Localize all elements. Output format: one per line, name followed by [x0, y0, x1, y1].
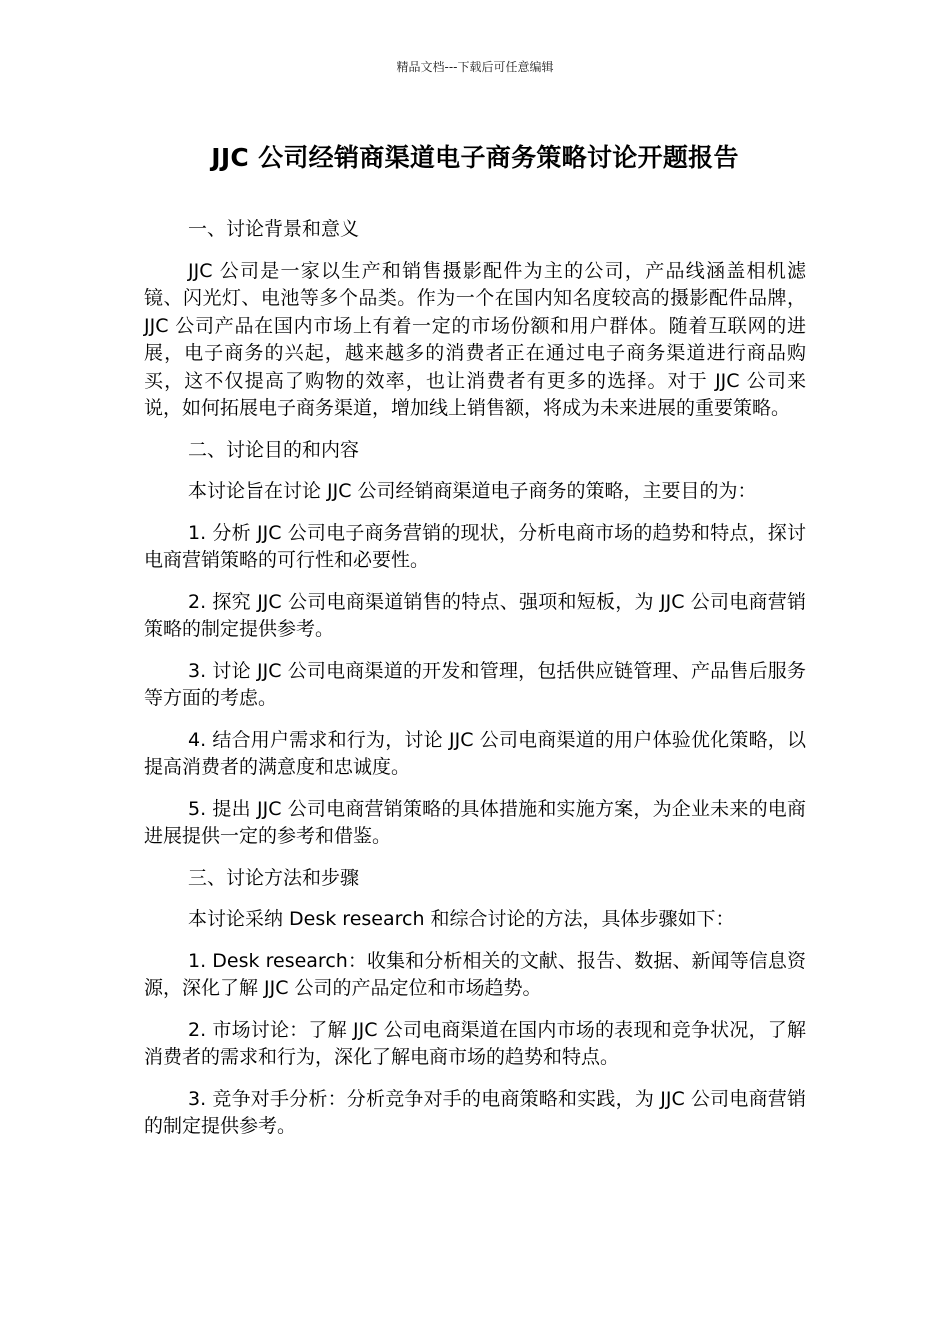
header-note: 精品文档---下载后可任意编辑	[396, 60, 554, 74]
list-item-purpose-4: 4. 结合用户需求和行为，讨论 JJC 公司电商渠道的用户体验优化策略，以提高消费者的满意度和忠诚度。	[144, 728, 806, 778]
document-body	[144, 216, 806, 1155]
section-heading-background: 一、讨论背景和意义	[188, 218, 360, 240]
paragraph-method-intro: 本讨论采纳 Desk research 和综合讨论的方法，具体步骤如下：	[188, 908, 735, 930]
document-title: JJC 公司经销商渠道电子商务策略讨论开题报告	[211, 143, 739, 172]
paragraph-purpose-intro: 本讨论旨在讨论 JJC 公司经销商渠道电子商务的策略，主要目的为：	[188, 480, 757, 502]
list-item-purpose-2: 2. 探究 JJC 公司电商渠道销售的特点、强项和短板，为 JJC 公司电商营销策略的制定提供参考。	[144, 590, 806, 640]
list-item-method-2: 2. 市场讨论：了解 JJC 公司电商渠道在国内市场的表现和竞争状况，了解消费者的需求和行为，深化了解电商市场的趋势和特点。	[144, 1018, 806, 1068]
list-item-purpose-5: 5. 提出 JJC 公司电商营销策略的具体措施和实施方案，为企业未来的电商进展提供一定的参考和借鉴。	[144, 797, 806, 847]
list-item-method-1: 1. Desk research：收集和分析相关的文献、报告、数据、新闻等信息资源，深化了解 JJC 公司的产品定位和市场趋势。	[144, 949, 806, 999]
list-item-purpose-3: 3. 讨论 JJC 公司电商渠道的开发和管理，包括供应链管理、产品售后服务等方面的考虑。	[144, 659, 806, 709]
list-item-purpose-1: 1. 分析 JJC 公司电子商务营销的现状，分析电商市场的趋势和特点，探讨电商营销策略的可行性和必要性。	[144, 521, 806, 571]
list-item-method-3: 3. 竞争对手分析：分析竞争对手的电商策略和实践，为 JJC 公司电商营销的制定提供参考。	[144, 1087, 806, 1137]
paragraph-background: JJC 公司是一家以生产和销售摄影配件为主的公司，产品线涵盖相机滤镜、闪光灯、电池等多个品类。作为一个在国内知名度较高的摄影配件品牌，JJC 公司产品在国内市场上有着一定的市场份额和用户群体。随着互联网的进展，电子商务的兴起，越来越多的消费者正在通过电子商务渠道进行商品购买，这不仅提高了购物的效率，也让消费者有更多的选择。对于 JJC 公司来说，如何拓展电子商务渠道，增加线上销售额，将成为未来进展的重要策略。	[144, 259, 806, 419]
section-heading-method: 三、讨论方法和步骤	[188, 866, 360, 889]
section-heading-purpose: 二、讨论目的和内容	[188, 438, 360, 461]
